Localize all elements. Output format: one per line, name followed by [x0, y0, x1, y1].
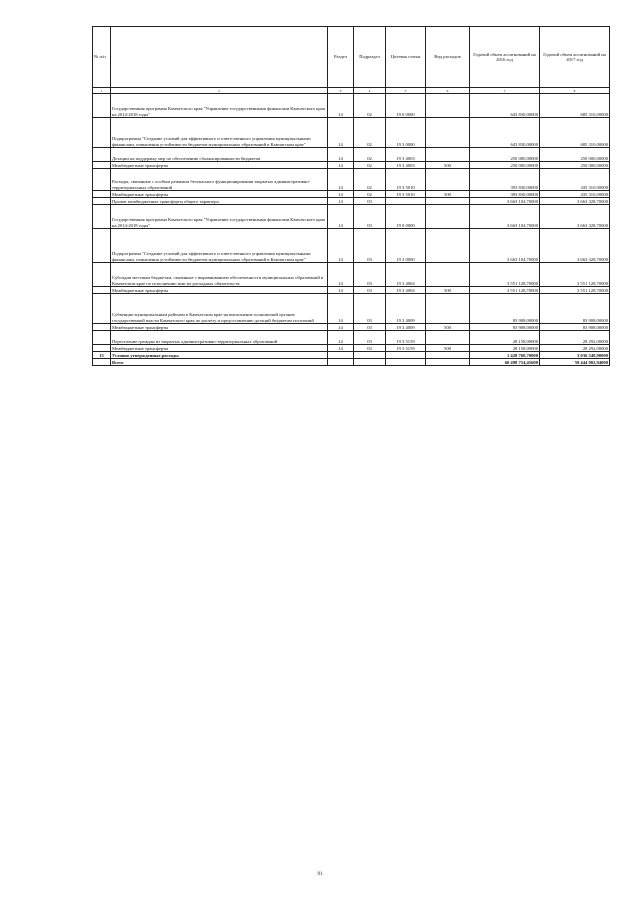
cell-number: [93, 198, 111, 205]
cell-number: [93, 118, 111, 148]
cell-expense-type: 500: [426, 287, 470, 294]
cell-expense-type: 500: [426, 345, 470, 352]
cell-podrazdel: 02: [354, 169, 386, 191]
header-year-2016: Годовой объем ассигнований на 2016 год: [470, 27, 540, 88]
cell-razdel: 14: [328, 191, 354, 198]
table-row: [93, 169, 610, 191]
cell-year-2017: 3 551 128,70000: [540, 287, 610, 294]
cell-target-article: 19 3 4003: [386, 148, 426, 162]
cell-target-article: 19 3 0000: [386, 118, 426, 148]
cell-expense-type: 500: [426, 162, 470, 169]
header-podrazdel: Подраздел: [354, 27, 386, 88]
cell-razdel: [328, 359, 354, 366]
cell-year-2016: 250 000,00000: [470, 148, 540, 162]
cell-number: [93, 324, 111, 331]
cell-year-2017: 685 310,00000: [540, 94, 610, 118]
cell-podrazdel: 02: [354, 118, 386, 148]
cell-number: [93, 359, 111, 366]
cell-year-2016: 83 908,00000: [470, 294, 540, 324]
cell-year-2017: 3 663 328,70000: [540, 229, 610, 263]
cell-year-2016: 643 830,00000: [470, 118, 540, 148]
cell-razdel: 14: [328, 263, 354, 287]
cell-year-2016: 1 428 760,70000: [470, 352, 540, 359]
column-index: 2: [111, 88, 328, 94]
header-number: № п/п: [93, 27, 111, 88]
column-index: 1: [93, 88, 111, 94]
cell-expense-type: [426, 359, 470, 366]
table-row: [93, 94, 610, 118]
cell-razdel: 14: [328, 162, 354, 169]
cell-expense-type: [426, 331, 470, 345]
cell-year-2016: 643 830,00000: [470, 94, 540, 118]
cell-name: Условно утвержденные расходы: [111, 352, 328, 359]
cell-year-2017: 435 310,00000: [540, 169, 610, 191]
table-row: [93, 352, 610, 359]
cell-year-2016: 3 551 128,70000: [470, 287, 540, 294]
column-index: 8: [540, 88, 610, 94]
table-row: [93, 287, 610, 294]
cell-year-2017: 3 551 128,70000: [540, 263, 610, 287]
cell-year-2016: 3 551 128,70000: [470, 263, 540, 287]
cell-razdel: 14: [328, 229, 354, 263]
header-target-article: Целевая статья: [386, 27, 426, 88]
cell-name: Всего: [111, 359, 328, 366]
cell-target-article: 19 3 4009: [386, 324, 426, 331]
cell-number: 15: [93, 352, 111, 359]
cell-razdel: [328, 352, 354, 359]
cell-podrazdel: 02: [354, 191, 386, 198]
cell-target-article: 19 3 0000: [386, 229, 426, 263]
cell-number: [93, 148, 111, 162]
cell-podrazdel: 03: [354, 205, 386, 229]
cell-number: [93, 191, 111, 198]
cell-name: Переселение граждан из закрытых административно-территориальных образований: [111, 331, 328, 345]
header-razdel: Раздел: [328, 27, 354, 88]
cell-year-2016: 393 830,00000: [470, 191, 540, 198]
cell-target-article: 19 3 4004: [386, 263, 426, 287]
cell-target-article: [386, 198, 426, 205]
cell-podrazdel: 03: [354, 345, 386, 352]
cell-year-2017: 28 292,00000: [540, 345, 610, 352]
cell-year-2017: 3 663 328,70000: [540, 198, 610, 205]
cell-razdel: 14: [328, 148, 354, 162]
cell-year-2016: 3 663 104,70000: [470, 205, 540, 229]
cell-podrazdel: 02: [354, 148, 386, 162]
cell-podrazdel: [354, 352, 386, 359]
cell-number: [93, 263, 111, 287]
cell-razdel: 14: [328, 198, 354, 205]
page-number: 91: [317, 872, 323, 877]
cell-expense-type: [426, 118, 470, 148]
cell-expense-type: 500: [426, 324, 470, 331]
cell-name: Подпрограмма "Создание условий для эффективного и ответственного управления муниципальными финансами, повышения устойчивости бюджетов муниципальных образований в Камчатском крае": [111, 118, 328, 148]
cell-expense-type: [426, 352, 470, 359]
table-row: [93, 205, 610, 229]
column-index: 3: [328, 88, 354, 94]
cell-podrazdel: 03: [354, 263, 386, 287]
cell-razdel: 14: [328, 294, 354, 324]
cell-number: [93, 94, 111, 118]
cell-year-2017: 685 310,00000: [540, 118, 610, 148]
cell-target-article: 19 3 5010: [386, 169, 426, 191]
column-index: 4: [354, 88, 386, 94]
cell-year-2017: 59 444 902,94000: [540, 359, 610, 366]
cell-razdel: 14: [328, 345, 354, 352]
header-expense-type: Вид расходов: [426, 27, 470, 88]
table-row: [93, 324, 610, 331]
cell-expense-type: [426, 148, 470, 162]
cell-podrazdel: 03: [354, 331, 386, 345]
cell-year-2017: 3 036 548,90000: [540, 352, 610, 359]
cell-razdel: 14: [328, 205, 354, 229]
cell-year-2016: 28 158,00000: [470, 331, 540, 345]
table-row: [93, 263, 610, 287]
table-row: [93, 162, 610, 169]
cell-podrazdel: 03: [354, 198, 386, 205]
cell-year-2016: 250 000,00000: [470, 162, 540, 169]
cell-target-article: 19 3 4003: [386, 162, 426, 169]
cell-target-article: 19 3 5010: [386, 191, 426, 198]
table-row: [93, 331, 610, 345]
table-row: [93, 345, 610, 352]
cell-number: [93, 229, 111, 263]
cell-year-2017: 3 663 328,70000: [540, 205, 610, 229]
table-body: [93, 94, 610, 366]
cell-name: Подпрограмма "Создание условий для эффективного и ответственного управления муниципальными финансами, повышения устойчивости бюджетов муниципальных образований в Камчатском крае": [111, 229, 328, 263]
cell-expense-type: [426, 205, 470, 229]
cell-year-2016: 28 158,00000: [470, 345, 540, 352]
column-index: 7: [470, 88, 540, 94]
cell-year-2016: 83 908,00000: [470, 324, 540, 331]
cell-year-2017: 28 292,00000: [540, 331, 610, 345]
cell-number: [93, 205, 111, 229]
table-row: [93, 229, 610, 263]
cell-year-2017: 250 000,00000: [540, 148, 610, 162]
cell-razdel: 14: [328, 94, 354, 118]
cell-expense-type: [426, 169, 470, 191]
cell-number: [93, 162, 111, 169]
cell-podrazdel: [354, 359, 386, 366]
column-index: 6: [426, 88, 470, 94]
cell-name: Межбюджетные трансферты: [111, 287, 328, 294]
cell-target-article: 19 3 5159: [386, 331, 426, 345]
cell-razdel: 14: [328, 331, 354, 345]
cell-name: Межбюджетные трансферты: [111, 324, 328, 331]
cell-expense-type: 500: [426, 191, 470, 198]
cell-name: Дотации на поддержку мер по обеспечению сбалансированности бюджетов: [111, 148, 328, 162]
cell-name: Расходы, связанные с особым режимом безопасного функционирования закрытых административно-территориальных образований: [111, 169, 328, 191]
cell-number: [93, 169, 111, 191]
cell-expense-type: [426, 198, 470, 205]
cell-name: Государственная программа Камчатского края "Управление государственными финансами Камчатского края на 2014-2018 годы": [111, 205, 328, 229]
table-row: [93, 359, 610, 366]
cell-year-2017: 250 000,00000: [540, 162, 610, 169]
cell-razdel: 14: [328, 118, 354, 148]
cell-podrazdel: 03: [354, 287, 386, 294]
cell-target-article: [386, 359, 426, 366]
cell-year-2016: 3 663 104,70000: [470, 198, 540, 205]
header-year-2017: Годовой объем ассигнований на 2017 год: [540, 27, 610, 88]
cell-number: [93, 345, 111, 352]
cell-target-article: 19 3 4004: [386, 287, 426, 294]
cell-year-2016: 3 663 104,70000: [470, 229, 540, 263]
cell-target-article: 19 0 0000: [386, 94, 426, 118]
table-header-row: [93, 27, 610, 88]
cell-target-article: 19 3 4009: [386, 294, 426, 324]
cell-number: [93, 294, 111, 324]
cell-podrazdel: 03: [354, 324, 386, 331]
cell-razdel: 14: [328, 324, 354, 331]
cell-expense-type: [426, 94, 470, 118]
cell-expense-type: [426, 229, 470, 263]
cell-year-2017: 435 310,00000: [540, 191, 610, 198]
budget-table: [92, 26, 610, 366]
cell-year-2017: 83 908,00000: [540, 324, 610, 331]
cell-name: Межбюджетные трансферты: [111, 345, 328, 352]
cell-year-2016: 60 498 754,45600: [470, 359, 540, 366]
cell-podrazdel: 03: [354, 294, 386, 324]
cell-name: Межбюджетные трансферты: [111, 162, 328, 169]
cell-podrazdel: 02: [354, 162, 386, 169]
column-index: 5: [386, 88, 426, 94]
cell-name: Государственная программа Камчатского края "Управление государственными финансами Камчатского края на 2014-2018 годы": [111, 94, 328, 118]
cell-podrazdel: 02: [354, 94, 386, 118]
cell-expense-type: [426, 294, 470, 324]
table-row: [93, 191, 610, 198]
cell-podrazdel: 03: [354, 229, 386, 263]
cell-expense-type: [426, 263, 470, 287]
cell-target-article: [386, 352, 426, 359]
table-row: [93, 118, 610, 148]
cell-year-2016: 393 830,00000: [470, 169, 540, 191]
table-row: [93, 198, 610, 205]
table-row: [93, 148, 610, 162]
cell-name: Прочие межбюджетные трансферты общего характера: [111, 198, 328, 205]
cell-number: [93, 287, 111, 294]
cell-target-article: 19 0 0000: [386, 205, 426, 229]
cell-year-2017: 83 908,00000: [540, 294, 610, 324]
cell-name: Субсидии местным бюджетам, связанные с выравниванием обеспеченности муниципальных образований в Камчатском крае по исполнению ими их расходных обязательств: [111, 263, 328, 287]
table-row: [93, 294, 610, 324]
cell-razdel: 14: [328, 169, 354, 191]
cell-name: Субвенции муниципальным районам в Камчатском крае на выполнение полномочий органов государственной власти Камчатского края по расчету и предоставлению дотаций бюджетам поселений: [111, 294, 328, 324]
cell-razdel: 14: [328, 287, 354, 294]
cell-name: Межбюджетные трансферты: [111, 191, 328, 198]
header-name: [111, 27, 328, 88]
cell-target-article: 19 3 5159: [386, 345, 426, 352]
cell-number: [93, 331, 111, 345]
